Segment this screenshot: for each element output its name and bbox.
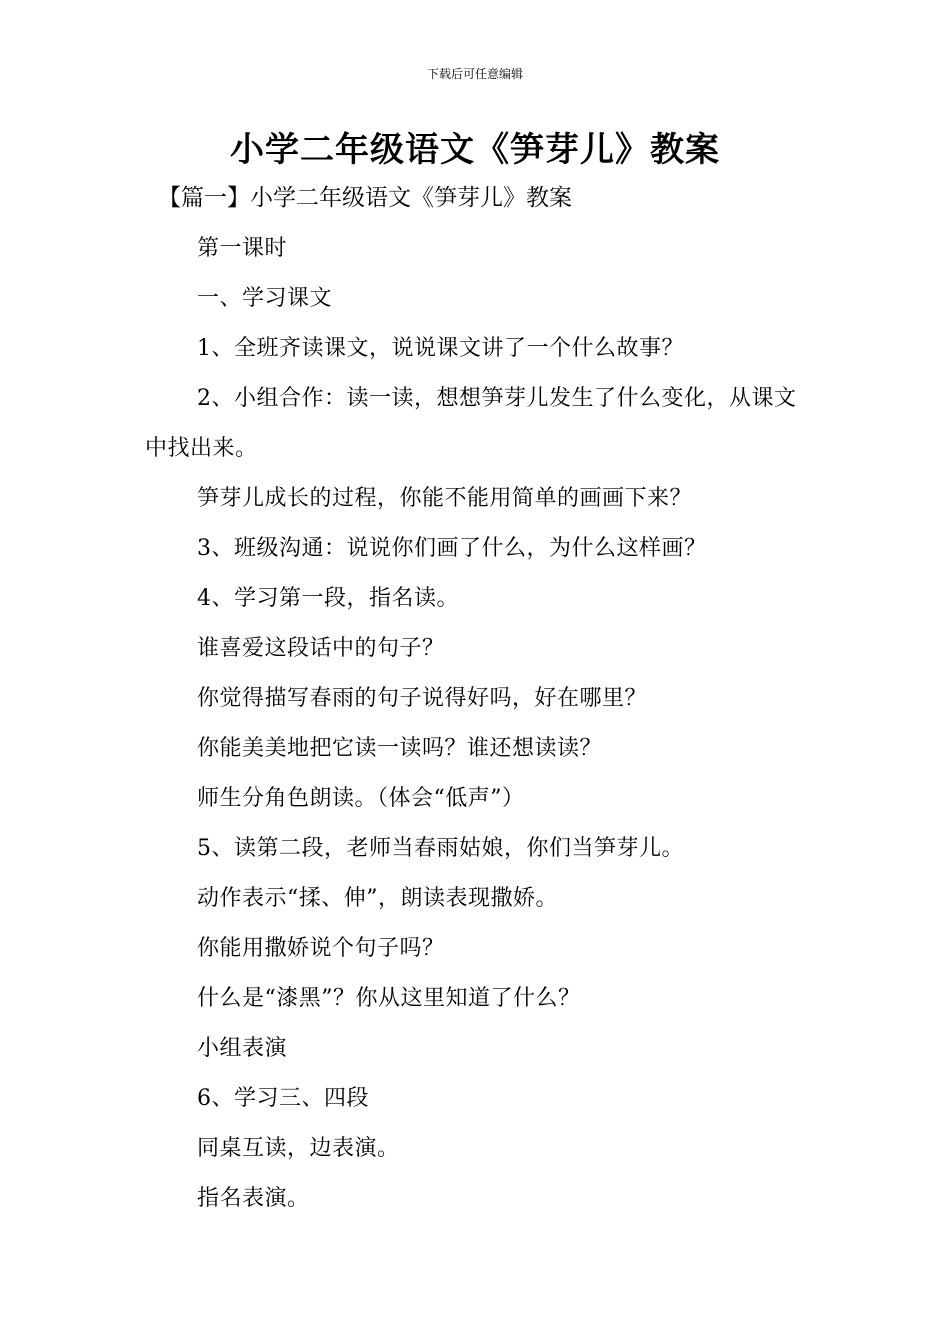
paragraph-group-performance: 小组表演: [197, 1036, 288, 1061]
paragraph-item-4: 4、学习第一段，指名读。: [197, 586, 459, 611]
paragraph-item-5: 5、读第二段，老师当春雨姑娘，你们当笋芽儿。: [197, 836, 684, 861]
paragraph-named-performance: 指名表演。: [197, 1186, 310, 1211]
paragraph-item-1: 1、全班齐读课文，说说课文讲了一个什么故事？: [197, 336, 684, 361]
section-heading: 【篇一】小学二年级语文《笋芽儿》教案: [158, 185, 572, 211]
paragraph-item-6: 6、学习三、四段: [197, 1086, 369, 1111]
paragraph-actions: 动作表示“揉、伸”，朗读表现撒娇。: [197, 886, 558, 911]
paragraph-read-aloud-question: 你能美美地把它读一读吗？谁还想读读？: [197, 736, 603, 761]
paragraph-desk-mate-reading: 同桌互读，边表演。: [197, 1136, 400, 1161]
page-title: 小学二年级语文《笋芽儿》教案: [230, 130, 720, 170]
paragraph-spring-rain-question: 你觉得描写春雨的句子说得好吗，好在哪里？: [197, 686, 648, 711]
paragraph-role-reading: 师生分角色朗读。（体会“低声”）: [197, 786, 525, 811]
paragraph-favorite-sentence: 谁喜爱这段话中的句子？: [197, 636, 445, 661]
paragraph-lesson-period: 第一课时: [197, 236, 288, 261]
paragraph-sentence-question: 你能用撒娇说个句子吗？: [197, 936, 445, 961]
paragraph-pitch-dark-question: 什么是“漆黑”？你从这里知道了什么？: [197, 986, 581, 1011]
paragraph-draw-question: 笋芽儿成长的过程，你能不能用简单的画画下来？: [197, 486, 693, 511]
document-body: [145, 231, 805, 1231]
paragraph-item-3: 3、班级沟通：说说你们画了什么，为什么这样画？: [197, 536, 707, 561]
paragraph-item-2: 2、小组合作：读一读，想想笋芽儿发生了什么变化，从课文中找出来。: [145, 386, 797, 461]
header-note: 下载后可任意编辑: [426, 67, 523, 81]
paragraph-study-text: 一、学习课文: [197, 286, 333, 311]
